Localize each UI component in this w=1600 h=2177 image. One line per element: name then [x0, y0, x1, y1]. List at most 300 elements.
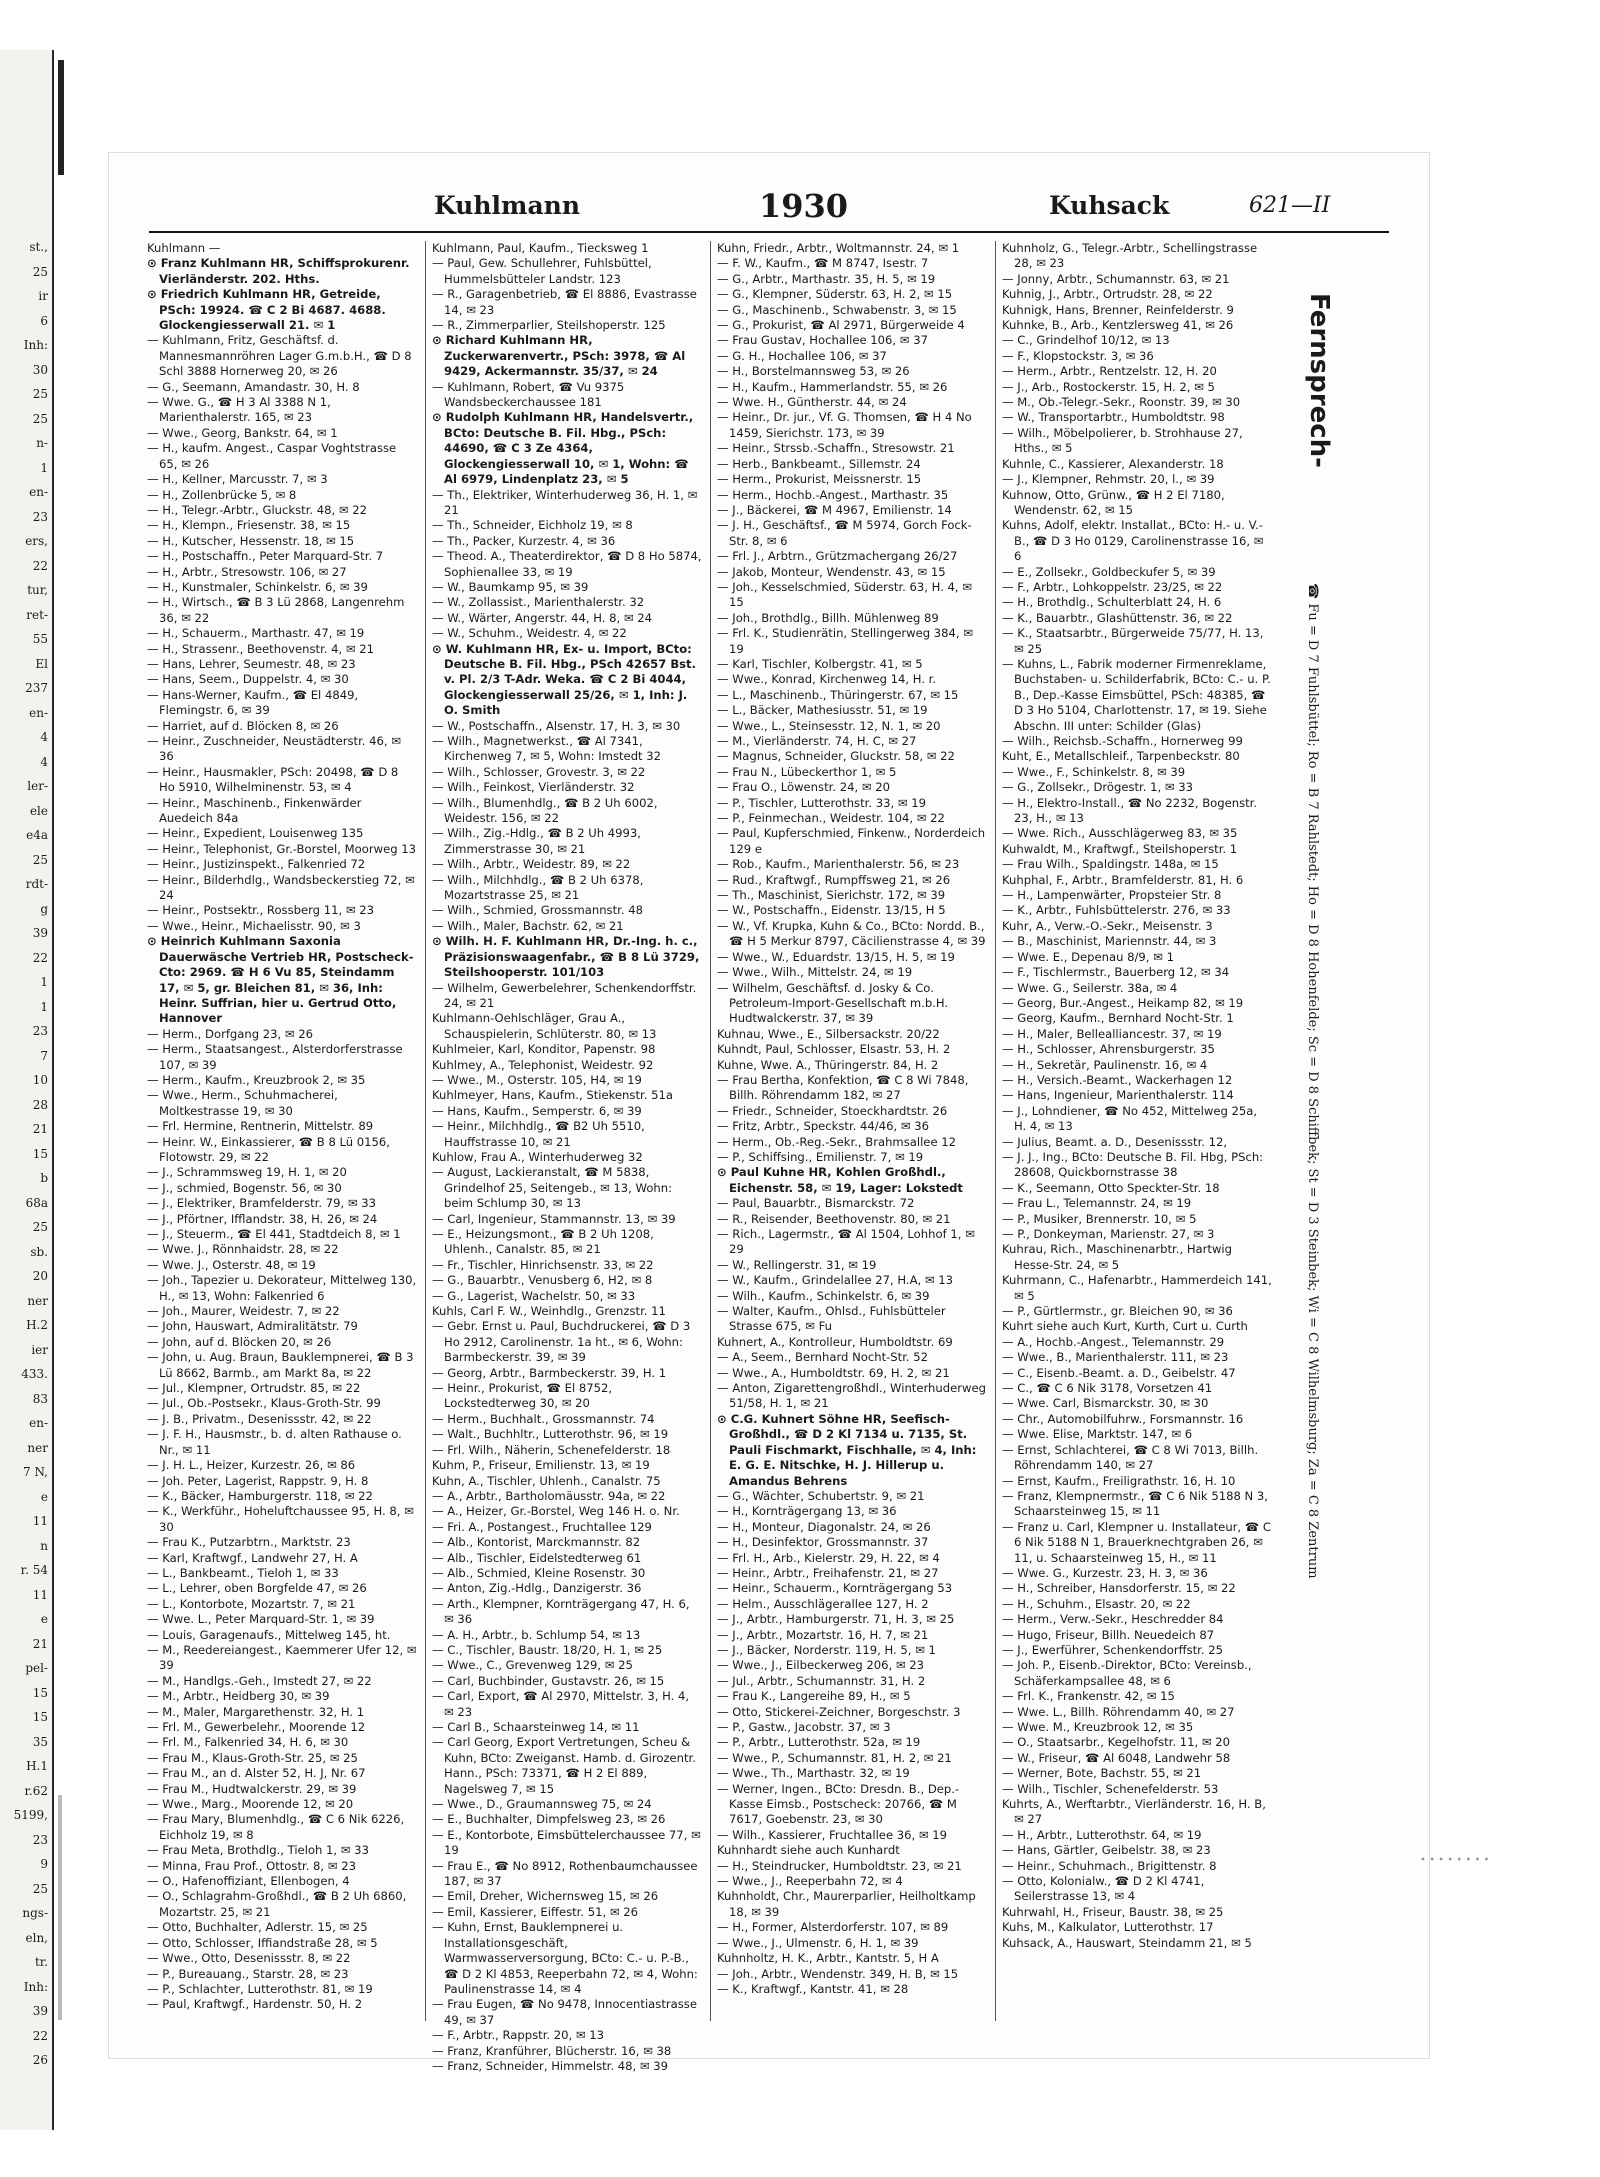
directory-entry: — H., Maler, Bellealliancestr. 37, ✉ 19	[1002, 1026, 1222, 1041]
directory-entry: — Hans, Seem., Duppelstr. 4, ✉ 30	[147, 672, 349, 687]
directory-entry: — Jul., Arbtr., Schumannstr. 31, H. 2	[717, 1673, 926, 1688]
directory-entry: — Wwe. G., ☎ H 3 Al 3388 N 1, Marienthalerstr. 165, ✉ 23	[147, 395, 331, 425]
directory-entry: — H., Telegr.-Arbtr., Gluckstr. 48, ✉ 22	[147, 502, 368, 517]
directory-entry: — O., Schlagrahm-Großhdl., ☎ B 2 Uh 6860, Mozartstr. 25, ✉ 21	[147, 1889, 407, 1919]
directory-entry: — Joh., Tapezier u. Dekorateur, Mittelweg 130, H., ✉ 13, Wohn: Falkenried 6	[147, 1273, 417, 1303]
directory-entry: — Georg, Arbtr., Barmbeckerstr. 39, H. 1	[432, 1365, 667, 1380]
directory-entry: — L., Bankbeamt., Tieloh 1, ✉ 33	[147, 1565, 339, 1580]
binding-fragment: st.,	[29, 240, 48, 254]
directory-entry: — W., Friseur, ☎ Al 6048, Landwehr 58	[1002, 1750, 1231, 1765]
directory-entry: Kuhn, Friedr., Arbtr., Woltmannstr. 24, ✉ 1	[717, 241, 960, 255]
directory-entry: — Rich., Lagermstr., ☎ Al 1504, Lohhof 1, ✉ 29	[717, 1227, 975, 1257]
directory-entry: — Wwe., Wilh., Mittelstr. 24, ✉ 19	[717, 965, 913, 980]
directory-entry: — Kuhns, L., Fabrik moderner Firmenreklame, Buchstaben- u. Schilderfabrik, BCto: C.- u. P. B., Dep.-Kasse Eimsbüttel, PSch: 48385, ☎ D 3 Ho 5104, Charlottenstr. 17, ✉ 19. Siehe Abschn. III unter: Schilder (Glas)	[1002, 656, 1271, 733]
binding-fragment: g	[40, 901, 48, 916]
directory-entry: — J., Bäcker, Norderstr. 119, H. 5, ✉ 1	[717, 1642, 936, 1657]
directory-entry: — G., Zollsekr., Drögestr. 1, ✉ 33	[1002, 780, 1194, 795]
directory-entry: — Walt., Buchhltr., Lutterothstr. 96, ✉ 19	[432, 1427, 669, 1442]
directory-entry: — P., Gürtlermstr., gr. Bleichen 90, ✉ 36	[1002, 1304, 1233, 1319]
directory-entry: — Wilh., Maler, Bachstr. 62, ✉ 21	[432, 918, 624, 933]
directory-entry: — Herm., Hochb.-Angest., Marthastr. 35	[717, 487, 949, 502]
binding-fragment: 9	[40, 1857, 48, 1871]
binding-rule-lower	[58, 1795, 62, 2020]
binding-fragment: 433.	[21, 1367, 48, 1381]
directory-entry: — Otto, Kolonialw., ☎ D 2 Kl 4741, Seilerstrasse 13, ✉ 4	[1002, 1874, 1205, 1904]
binding-rule	[58, 60, 64, 175]
directory-entry: — Georg, Bur.-Angest., Heikamp 82, ✉ 19	[1002, 995, 1244, 1010]
directory-entry: — W., Wärter, Angerstr. 44, H. 8, ✉ 24	[432, 610, 652, 625]
binding-fragment: 11	[32, 1587, 48, 1602]
binding-fragment: pel-	[25, 1661, 48, 1675]
directory-entry: — Friedr., Schneider, Stoeckhardtstr. 26	[717, 1103, 948, 1118]
directory-entry: — O., Hafenoffiziant, Ellenbogen, 4	[147, 1874, 350, 1889]
directory-entry: — Frau Mary, Blumenhdlg., ☎ C 6 Nik 6226, Eichholz 19, ✉ 8	[147, 1812, 405, 1842]
directory-entry: Kuhrts, A., Werftarbtr., Vierländerstr. 16, H. B, ✉ 27	[1002, 1797, 1266, 1827]
directory-entry: Kuhnert, A., Kontrolleur, Humboldtstr. 69	[717, 1334, 953, 1349]
directory-entry: — H., Schuhm., Elsastr. 20, ✉ 22	[1002, 1596, 1191, 1611]
directory-entry: — J., Klempner, Rehmstr. 20, l., ✉ 39	[1002, 472, 1215, 487]
binding-fragment: 83	[32, 1391, 48, 1406]
directory-entry: — Th., Packer, Kurzestr. 4, ✉ 36	[432, 533, 616, 548]
directory-entry: — Herm., Buchhalt., Grossmannstr. 74	[432, 1411, 655, 1426]
directory-entry: — Th., Maschinist, Sierichstr. 172, ✉ 39	[717, 888, 946, 903]
directory-entry: — Wilh., Kaufm., Schinkelstr. 6, ✉ 39	[717, 1288, 930, 1303]
binding-fragment: 7 N,	[23, 1465, 48, 1479]
binding-fragment: e	[40, 1612, 48, 1626]
binding-fragment: 15	[32, 1146, 48, 1161]
binding-fragment: eln,	[25, 1930, 48, 1945]
directory-entry: — P., Musiker, Brennerstr. 10, ✉ 5	[1002, 1211, 1197, 1226]
directory-entry: — Hans-Werner, Kaufm., ☎ El 4849, Flemingstr. 6, ✉ 39	[147, 687, 359, 718]
directory-entry: — Heinr., Schuhmach., Brigittenstr. 8	[1002, 1858, 1217, 1873]
directory-entry: — Frau L., Telemannstr. 24, ✉ 19	[1002, 1196, 1192, 1211]
directory-entry: — F., Arbtr., Lohkoppelstr. 23/25, ✉ 22	[1002, 579, 1223, 594]
directory-entry: — H., Arbtr., Stresowstr. 106, ✉ 27	[147, 564, 347, 579]
directory-entry: — H., Elektro-Install., ☎ No 2232, Bogenstr. 23, H., ✉ 13	[1002, 795, 1258, 826]
directory-entry: — Frau M., Klaus-Groth-Str. 25, ✉ 25	[147, 1750, 358, 1765]
directory-entry: — Emil, Dreher, Wichernsweg 15, ✉ 26	[432, 1889, 659, 1904]
column-1	[147, 241, 417, 2021]
directory-entry: — Frl. J., Arbtrn., Grützmachergang 26/27	[717, 549, 958, 564]
directory-entry: — L., Kontorbote, Mozartstr. 7, ✉ 21	[147, 1596, 356, 1611]
book-binding-left-page	[0, 50, 54, 2130]
directory-entry: — Hans, Lehrer, Seumestr. 48, ✉ 23	[147, 656, 356, 671]
directory-entry: — R., Garagenbetrieb, ☎ El 8886, Evastrasse 14, ✉ 23	[432, 287, 697, 317]
directory-entry: — Wilhelm, Geschäftsf. d. Josky & Co. Petroleum-Import-Gesellschaft m.b.H. Hudtwalckerstr. 37, ✉ 39	[717, 980, 949, 1026]
directory-entry: — G., Maschinenb., Schwabenstr. 3, ✉ 15	[717, 302, 957, 317]
directory-entry: — H., Zollenbrücke 5, ✉ 8	[147, 487, 297, 502]
directory-entry: — Joh., Maurer, Weidestr. 7, ✉ 22	[147, 1304, 340, 1319]
binding-fragment: ir	[38, 289, 48, 303]
directory-entry: — J., Ewerführer, Schenkendorffstr. 25	[1002, 1642, 1223, 1657]
directory-entry: — H., Lampenwärter, Propsteier Str. 8	[1002, 888, 1222, 903]
directory-entry: — K., Staatsarbtr., Bürgerweide 75/77, H. 13, ✉ 25	[1002, 626, 1264, 656]
binding-fragment: en-	[29, 705, 48, 720]
directory-entry: — Th., Elektriker, Winterhuderweg 36, H. 1, ✉ 21	[432, 487, 698, 517]
directory-entry: — H., Monteur, Diagonalstr. 24, ✉ 26	[717, 1519, 931, 1534]
directory-entry: — H., Kutscher, Hessenstr. 18, ✉ 15	[147, 533, 355, 548]
directory-entry: — Frau M., Hudtwalckerstr. 29, ✉ 39	[147, 1781, 357, 1796]
directory-entry: — Frl. K., Studienrätin, Stellingerweg 384, ✉ 19	[717, 626, 973, 656]
directory-entry: — B., Maschinist, Mariennstr. 44, ✉ 3	[1002, 934, 1217, 949]
directory-entry: — Frl. Wilh., Näherin, Schenefelderstr. 18	[432, 1442, 671, 1457]
directory-entry: — Joh., Brothdlg., Billh. Mühlenweg 89	[717, 610, 939, 625]
directory-entry: — Kuhlmann, Robert, ☎ Vu 9375 Wandsbeckerchaussee 181	[432, 379, 625, 410]
directory-entry: — Paul, Bauarbtr., Bismarckstr. 72	[717, 1196, 915, 1211]
directory-entry: Kuhnle, C., Kassierer, Alexanderstr. 18	[1002, 456, 1224, 471]
directory-entry: Kuhnke, B., Arb., Kentzlersweg 41, ✉ 26	[1002, 318, 1234, 333]
directory-entry: — W., Postschaffn., Alsenstr. 17, H. 3, ✉ 30	[432, 718, 681, 733]
directory-entry: ⊙ Heinrich Kuhlmann Saxonia Dauerwäsche Vertrieb HR, Postscheck-Cto: 2969. ☎ H 6 Vu 85, Steindamm 17, ✉ 5, gr. Bleichen 81, ✉ 36, Inh: Heinr. Suffrian, hier u. Gertrud Otto, Hannover	[147, 934, 414, 1026]
directory-entry: — W., Zollassist., Marienthalerstr. 32	[432, 595, 645, 610]
directory-entry: — Fr., Tischler, Hinrichsenstr. 33, ✉ 22	[432, 1257, 654, 1272]
binding-fragment: 23	[32, 1024, 48, 1038]
header-last-name: Kuhsack	[1049, 191, 1170, 220]
binding-fragment: 15	[32, 1685, 48, 1700]
directory-entry: — Wwe. H., Güntherstr. 44, ✉ 24	[717, 395, 907, 410]
directory-entry: — E., Buchhalter, Dimpfelsweg 23, ✉ 26	[432, 1812, 666, 1827]
directory-entry: — Wwe., Otto, Desenissstr. 8, ✉ 22	[147, 1951, 351, 1966]
directory-entry: — Hans, Gärtler, Geibelstr. 38, ✉ 23	[1002, 1843, 1211, 1858]
directory-entry: Kuhphal, F., Arbtr., Bramfelderstr. 81, H. 6	[1002, 872, 1244, 887]
directory-entry: Kuhne, Wwe. A., Thüringerstr. 84, H. 2	[717, 1057, 939, 1072]
directory-entry: — H., Brothdlg., Schulterblatt 24, H. 6	[1002, 595, 1222, 610]
directory-entry: — L., Maschinenb., Thüringerstr. 67, ✉ 15	[717, 687, 959, 702]
directory-entry: — Wilhelm, Gewerbelehrer, Schenkendorffstr. 24, ✉ 21	[432, 980, 697, 1010]
directory-entry: Kuhls, Carl F. W., Weinhdlg., Grenzstr. 11	[432, 1304, 666, 1319]
binding-fragment: 6	[40, 313, 48, 328]
directory-entry: — Frl. Hermine, Rentnerin, Mittelstr. 89	[147, 1119, 374, 1134]
directory-entry: — Wwe., Konrad, Kirchenweg 14, H. r.	[717, 672, 937, 687]
directory-entry: — Wilh., Reichsb.-Schaffn., Hornerweg 99	[1002, 734, 1243, 748]
directory-entry: — H., Versich.-Beamt., Wackerhagen 12	[1002, 1072, 1233, 1087]
directory-entry: — Herm., Kaufm., Kreuzbrook 2, ✉ 35	[147, 1072, 366, 1087]
directory-entry: — Werner, Bote, Bachstr. 55, ✉ 21	[1002, 1766, 1202, 1781]
binding-fragment: 25	[32, 264, 48, 279]
binding-fragment: e4a	[26, 828, 48, 842]
directory-entry: — Wwe., A., Humboldtstr. 69, H. 2, ✉ 21	[717, 1365, 950, 1380]
directory-entry: — H., kaufm. Angest., Caspar Voghtstrasse 65, ✉ 26	[147, 441, 397, 471]
directory-entry: Kuhnhardt siehe auch Kunhardt	[717, 1843, 900, 1858]
binding-fragment: 4	[40, 730, 48, 744]
directory-entry: — Ernst, Kaufm., Freiligrathstr. 16, H. 10	[1002, 1473, 1236, 1488]
directory-entry: — Anton, Zig.-Hdlg., Danzigerstr. 36	[432, 1581, 642, 1596]
directory-entry: — Carl B., Schaarsteinweg 14, ✉ 11	[432, 1720, 640, 1734]
directory-entry: — Wwe. Carl, Bismarckstr. 30, ✉ 30	[1002, 1396, 1209, 1411]
binding-fragment: ier	[31, 1342, 48, 1357]
directory-entry: — P., Arbtr., Lutterothstr. 52a, ✉ 19	[717, 1735, 921, 1750]
directory-entry: Kuhlmey, A., Telephonist, Weidestr. 92	[432, 1057, 654, 1072]
binding-fragment: 25	[32, 411, 48, 426]
directory-entry: — Magnus, Schneider, Gluckstr. 58, ✉ 22	[717, 749, 955, 764]
directory-entry: — Paul, Kupferschmied, Finkenw., Norderdeich 129 e	[717, 826, 986, 856]
directory-entry: — Frau M., an d. Alster 52, H. J, Nr. 67	[147, 1766, 366, 1781]
directory-entry: — Georg, Kaufm., Bernhard Nocht-Str. 1	[1002, 1011, 1234, 1026]
directory-entry: — G., Arbtr., Marthastr. 35, H. 5, ✉ 19	[717, 271, 936, 286]
binding-fragment: 11	[32, 1514, 48, 1528]
directory-entry: — K., Arbtr., Fuhlsbüttelerstr. 276, ✉ 33	[1002, 903, 1231, 918]
directory-entry: — P., Schiffsing., Emilienstr. 7, ✉ 19	[717, 1149, 924, 1164]
binding-fragment: 10	[32, 1073, 48, 1087]
directory-entry: — Heinr. W., Einkassierer, ☎ B 8 Lü 0156, Flotowstr. 29, ✉ 22	[147, 1134, 390, 1164]
directory-entry: — Heinr., Postsektr., Rossberg 11, ✉ 23	[147, 903, 374, 918]
directory-entry: — Wwe., J., Ulmenstr. 6, H. 1, ✉ 39	[717, 1935, 919, 1950]
directory-entry: — Heinr., Bilderhdlg., Wandsbeckerstieg 72, ✉ 24	[147, 872, 415, 903]
binding-fragment: 35	[32, 1734, 48, 1749]
directory-entry: — Wwe., Marg., Moorende 12, ✉ 20	[147, 1797, 354, 1812]
directory-entry: — Joh., Arbtr., Wendenstr. 349, H. B, ✉ 15	[717, 1966, 959, 1981]
directory-entry: — K., Werkführ., Hoheluftchaussee 95, H. 8, ✉ 30	[147, 1504, 414, 1534]
directory-entry: — Wwe., Heinr., Michaelisstr. 90, ✉ 3	[147, 918, 361, 933]
directory-entry: Kuhm, P., Friseur, Emilienstr. 13, ✉ 19	[432, 1458, 650, 1473]
directory-entry: — J. F. H., Hausmstr., b. d. alten Rathause o. Nr., ✉ 11	[147, 1427, 402, 1457]
directory-entry: — Otto, Schlosser, Iffiandstraße 28, ✉ 5	[147, 1935, 378, 1950]
binding-fragment: 39	[32, 2004, 48, 2018]
directory-entry: — Franz, Klempnermstr., ☎ C 6 Nik 5188 N 3, Schaarsteinweg 15, ✉ 11	[1002, 1488, 1268, 1519]
directory-entry: — Alb., Schmied, Kleine Rosenstr. 30	[432, 1565, 646, 1580]
header-page-number: 621—II	[1249, 193, 1331, 218]
directory-entry: — L., Bäcker, Mathesiusstr. 51, ✉ 19	[717, 703, 928, 718]
directory-entry: — Wwe., W., Eduardstr. 13/15, H. 5, ✉ 19	[717, 949, 955, 964]
directory-entry: — H., Klempn., Friesenstr. 38, ✉ 15	[147, 518, 351, 533]
directory-entry: — P., Tischler, Lutterothstr. 33, ✉ 19	[717, 795, 926, 810]
directory-entry: — Frl. H., Arb., Kielerstr. 29, H. 22, ✉ 4	[717, 1550, 940, 1565]
directory-entry: — Joh. P., Eisenb.-Direktor, BCto: Vereinsb., Schäferkampsallee 48, ✉ 6	[1002, 1658, 1252, 1688]
binding-fragment: Inh:	[23, 1979, 48, 1994]
binding-fragment: H.2	[26, 1318, 48, 1332]
directory-entry: — Heinr., Arbtr., Freihafenstr. 21, ✉ 27	[717, 1565, 939, 1580]
directory-entry: — Harriet, auf d. Blöcken 8, ✉ 26	[147, 718, 339, 733]
directory-entry: — H., Kaufm., Hammerlandstr. 55, ✉ 26	[717, 379, 948, 394]
directory-entry: — Herm., Ob.-Reg.-Sekr., Brahmsallee 12	[717, 1134, 957, 1149]
directory-entry: — F., Tischlermstr., Bauerberg 12, ✉ 34	[1002, 965, 1230, 980]
directory-entry: — M., Arbtr., Heidberg 30, ✉ 39	[147, 1689, 330, 1704]
directory-entry: — J., schmied, Bogenstr. 56, ✉ 30	[147, 1180, 342, 1195]
directory-entry: Kuhrau, Rich., Maschinenarbtr., Hartwig Hesse-Str. 24, ✉ 5	[1002, 1242, 1233, 1272]
directory-entry: ⊙ Wilh. H. F. Kuhlmann HR, Dr.-Ing. h. c., Präzisionswaagenfabr., ☎ B 8 Lü 3729, Steilshooperstr. 101/103	[432, 934, 700, 980]
directory-entry: — Heinr., Expedient, Louisenweg 135	[147, 826, 364, 841]
directory-entry: — H., Steindrucker, Humboldtstr. 23, ✉ 21	[717, 1858, 962, 1873]
margin-line: ☎ Fu = D 7 Fuhlsbüttel; Ro = B 7 Rahlstedt; Ho = D 8 Hohenfelde; Sc = D 8 Schiffbek; St = D 3 Steinbek; Wi = C 8 Wilhelmsburg; Za = C 8 Zentrum	[1305, 583, 1320, 1579]
binding-fragment: 1	[40, 460, 48, 475]
binding-fragment: 25	[32, 852, 48, 867]
directory-entry: — Heinr., Maschinenb., Finkenwärder Auedeich 84a	[147, 795, 362, 826]
directory-entry: — R., Reisender, Beethovenstr. 80, ✉ 21	[717, 1211, 951, 1226]
directory-entry: — Wwe. E., Depenau 8/9, ✉ 1	[1002, 949, 1174, 964]
directory-entry: — Wwe., C., Grevenweg 129, ✉ 25	[432, 1658, 633, 1673]
directory-entry: — W., Baumkamp 95, ✉ 39	[432, 579, 589, 594]
directory-entry: — Hans, Ingenieur, Marienthalerstr. 114	[1002, 1088, 1234, 1103]
directory-entry: — M., Ob.-Telegr.-Sekr., Roonstr. 39, ✉ 30	[1002, 395, 1241, 410]
directory-entry: — Frau Eugen, ☎ No 9478, Innocentiastrasse 49, ✉ 37	[432, 1997, 697, 2027]
directory-entry: — Hugo, Friseur, Billh. Neuedeich 87	[1002, 1627, 1215, 1642]
directory-entry: — Jul., Klempner, Ortrudstr. 85, ✉ 22	[147, 1381, 361, 1396]
directory-entry: — Wilh., Schlosser, Grovestr. 3, ✉ 22	[432, 764, 646, 779]
directory-entry: — W., Transportarbtr., Humboldtstr. 98	[1002, 410, 1225, 425]
directory-entry: Kuht, E., Metallschleif., Tarpenbeckstr. 80	[1002, 749, 1240, 764]
directory-entry: — Heinr., Hausmakler, PSch: 20498, ☎ D 8 Ho 5910, Wilhelminenstr. 53, ✉ 4	[147, 764, 399, 795]
directory-entry: — Heinr., Justizinspekt., Falkenried 72	[147, 857, 366, 872]
directory-entry: — Wilh., Möbelpolierer, b. Strohhause 27, Hths., ✉ 5	[1002, 425, 1243, 456]
margin-title: Fernsprech-	[1304, 293, 1334, 468]
directory-entry: — Arth., Klempner, Kornträgergang 47, H. 6, ✉ 36	[432, 1596, 690, 1627]
directory-entry: — Wwe., Georg, Bankstr. 64, ✉ 1	[147, 425, 338, 440]
directory-entry: — Joh. Peter, Lagerist, Rappstr. 9, H. 8	[147, 1473, 369, 1488]
directory-entry: — Minna, Frau Prof., Ottostr. 8, ✉ 23	[147, 1858, 356, 1873]
directory-entry: — Heinr., Telephonist, Gr.-Borstel, Moorweg 13	[147, 841, 417, 856]
directory-entry: — Hans, Kaufm., Semperstr. 6, ✉ 39	[432, 1103, 642, 1118]
directory-entry: — Wwe., M., Osterstr. 105, H4, ✉ 19	[432, 1072, 642, 1087]
binding-fragment: Inh:	[23, 338, 48, 352]
directory-entry: — Wwe., B., Marienthalerstr. 111, ✉ 23	[1002, 1350, 1229, 1365]
directory-entry: — J., Arb., Rostockerstr. 15, H. 2, ✉ 5	[1002, 379, 1215, 394]
directory-entry: Kuhnholtz, H. K., Arbtr., Kantstr. 5, H A	[717, 1951, 939, 1966]
binding-fragment: ner	[27, 1440, 48, 1455]
column-divider	[995, 241, 996, 2021]
directory-entry: — Wilh., Feinkost, Vierländerstr. 32	[432, 780, 635, 795]
binding-fragment: 23	[32, 1832, 48, 1847]
directory-entry: — W., Kaufm., Grindelallee 27, H.A, ✉ 13	[717, 1273, 954, 1288]
binding-fragment: 25	[32, 1881, 48, 1896]
directory-entry: Kuhn, A., Tischler, Uhlenh., Canalstr. 75	[432, 1473, 661, 1488]
binding-fragment: El	[35, 656, 48, 671]
directory-entry: — Carl, Ingenieur, Stammannstr. 13, ✉ 39	[432, 1211, 676, 1226]
binding-fragment: 7	[40, 1048, 48, 1063]
directory-entry: — Wwe. Elise, Marktstr. 147, ✉ 6	[1002, 1427, 1193, 1442]
directory-entry: — Wwe., P., Schumannstr. 81, H. 2, ✉ 21	[717, 1750, 952, 1765]
binding-fragment: ers,	[25, 534, 48, 548]
directory-entry: — Wwe., L., Steinsesstr. 12, N. 1, ✉ 20	[717, 718, 941, 733]
directory-entry: — H., Kunstmaler, Schinkelstr. 6, ✉ 39	[147, 579, 368, 594]
binding-fragment: ler-	[27, 779, 48, 793]
directory-entry: ⊙ C.G. Kuhnert Söhne HR, Seefisch-Großhdl., ☎ D 2 Kl 7134 u. 7135, St. Pauli Fischmarkt, Fischhalle, ✉ 4, Inh: E. G. E. Nitschke, H. J. Hillerup u. Amandus Behrens	[717, 1411, 977, 1488]
directory-entry: — Ernst, Schlachterei, ☎ C 8 Wi 7013, Billh. Röhrendamm 140, ✉ 27	[1002, 1442, 1259, 1473]
binding-fragment: r. 54	[20, 1563, 48, 1577]
directory-entry: — Kuhn, Ernst, Bauklempnerei u. Installationsgeschäft, Warmwasserversorgung, BCto: C.- u. P.-B., ☎ D 2 Kl 4853, Reeperbahn 72, ✉ 4, Wohn: Paulinenstrasse 14, ✉ 4	[432, 1920, 698, 1996]
binding-fragment: en-	[29, 485, 48, 499]
directory-entry: — J., Pförtner, Ifflandstr. 38, H. 26, ✉ 24	[147, 1211, 378, 1226]
directory-entry: — Werner, Ingen., BCto: Dresdn. B., Dep.-Kasse Eimsb., Postscheck: 20766, ☎ M 7617, Goebenstr. 23, ✉ 30	[717, 1781, 960, 1827]
binding-fragment: en-	[29, 1416, 48, 1430]
directory-entry: — Herm., Verw.-Sekr., Heschredder 84	[1002, 1612, 1224, 1627]
directory-entry: — O., Staatsarbr., Kegelhofstr. 11, ✉ 20	[1002, 1735, 1231, 1750]
directory-entry: — Wwe. J., Rönnhaidstr. 28, ✉ 22	[147, 1242, 339, 1257]
directory-entry: — Wilh., Arbtr., Weidestr. 89, ✉ 22	[432, 857, 631, 872]
binding-fragment: 21	[32, 1122, 48, 1136]
binding-fragment: 4	[40, 754, 48, 769]
directory-entry: — Wwe., Herm., Schuhmacherei, Moltkestrasse 19, ✉ 30	[147, 1088, 338, 1118]
binding-fragment: 25	[32, 387, 48, 401]
directory-entry: — J., Lohndiener, ☎ No 452, Mittelweg 25a, H. 4, ✉ 13	[1002, 1103, 1258, 1134]
directory-entry: ⊙ Rudolph Kuhlmann HR, Handelsvertr., BCto: Deutsche B. Fil. Hbg., PSch: 44690, ☎ C 3 Ze 4364, Glockengiesserwall 10, ✉ 1, Wohn: ☎ Al 6979, Lindenplatz 23, ✉ 5	[432, 410, 694, 487]
page-header	[109, 187, 1429, 231]
directory-entry: — Julius, Beamt. a. D., Desenissstr. 12,	[1002, 1134, 1228, 1149]
binding-fragment: 22	[32, 950, 48, 965]
directory-entry: Kuhnholz, G., Telegr.-Arbtr., Schellingstrasse 28, ✉ 23	[1002, 241, 1258, 271]
directory-entry: — Frau O., Löwenstr. 24, ✉ 20	[717, 780, 890, 795]
directory-entry: — J. H. L., Heizer, Kurzestr. 26, ✉ 86	[147, 1458, 356, 1473]
directory-entry: — G., Wächter, Schubertstr. 9, ✉ 21	[717, 1488, 925, 1503]
directory-entry: — Herm., Prokurist, Meissnerstr. 15	[717, 472, 922, 487]
directory-entry: — Wwe. L., Billh. Röhrendamm 40, ✉ 27	[1002, 1704, 1235, 1719]
directory-entry: — John, u. Aug. Braun, Bauklempnerei, ☎ B 3 Lü 8662, Barmb., am Markt 8a, ✉ 22	[147, 1350, 414, 1380]
directory-entry: — Louis, Garagenaufs., Mittelweg 145, ht.	[147, 1627, 391, 1642]
directory-entry: — Wwe., J., Eilbeckerweg 206, ✉ 23	[717, 1658, 925, 1673]
directory-entry: Kuhnow, Otto, Grünw., ☎ H 2 El 7180, Wendenstr. 62, ✉ 15	[1002, 487, 1225, 517]
directory-entry: — Joh., Kesselschmied, Süderstr. 63, H. 4, ✉ 15	[717, 579, 973, 610]
directory-entry: — Frau K., Langereihe 89, H., ✉ 5	[717, 1689, 911, 1704]
directory-entry: — M., Maler, Margarethenstr. 32, H. 1	[147, 1704, 365, 1719]
binding-fragment: 22	[32, 558, 48, 573]
directory-entry: — Alb., Tischler, Eidelstedterweg 61	[432, 1550, 642, 1565]
directory-entry: — Wilh., Tischler, Schenefelderstr. 53	[1002, 1781, 1219, 1796]
directory-entry: — G., Klempner, Süderstr. 63, H. 2, ✉ 15	[717, 287, 953, 302]
directory-entry: — K., Bäcker, Hamburgerstr. 118, ✉ 22	[147, 1488, 373, 1503]
binding-fragment: 28	[32, 1097, 48, 1112]
column-4	[1002, 241, 1272, 1950]
directory-entry: — M., Reedereiangest., Kaemmerer Ufer 12, ✉ 39	[147, 1642, 417, 1673]
directory-entry: — W., Rellingerstr. 31, ✉ 19	[717, 1257, 877, 1272]
binding-fragment: e	[40, 1489, 48, 1504]
binding-fragment: sb.	[30, 1244, 48, 1259]
binding-fragment: 15	[32, 1710, 48, 1724]
directory-entry: — Paul, Kraftwgf., Hardenstr. 50, H. 2	[147, 1997, 363, 2012]
directory-page	[108, 152, 1430, 2073]
directory-entry: ⊙ Friedrich Kuhlmann HR, Getreide, PSch: 19924. ☎ C 2 Bi 4687. 4688. Glockengiesserwall 21. ✉ 1	[147, 287, 386, 333]
directory-entry: — Jakob, Monteur, Wendenstr. 43, ✉ 15	[717, 564, 946, 579]
directory-entry: — Heinr., Dr. jur., Vf. G. Thomsen, ☎ H 4 No 1459, Sierichstr. 173, ✉ 39	[717, 410, 972, 440]
directory-entry: — P., Bureauang., Starstr. 28, ✉ 23	[147, 1966, 349, 1981]
directory-entry: — J. B., Privatm., Desenissstr. 42, ✉ 22	[147, 1411, 372, 1426]
directory-entry: — Emil, Kassierer, Eiffestr. 51, ✉ 26	[432, 1904, 639, 1919]
directory-entry: — C., Tischler, Baustr. 18/20, H. 1, ✉ 25	[432, 1642, 663, 1657]
directory-entry: — J. J., Ing., BCto: Deutsche B. Fil. Hbg, PSch: 28608, Quickbornstrasse 38	[1002, 1149, 1264, 1180]
directory-entry: — H., Sekretär, Paulinenstr. 16, ✉ 4	[1002, 1057, 1208, 1072]
directory-entry: — H., Kellner, Marcusstr. 7, ✉ 3	[147, 472, 328, 487]
binding-fragment: 23	[32, 509, 48, 524]
directory-entry: — J., Arbtr., Hamburgerstr. 71, H. 3, ✉ 25	[717, 1612, 955, 1627]
directory-entry: ⊙ W. Kuhlmann HR, Ex- u. Import, BCto: Deutsche B. Fil. Hbg., PSch 42657 Bst. v. Pl. 2/3 T-Adr. Weka. ☎ C 2 Bi 4044, Glockengiesserwall 25/26, ✉ 1, Inh: J. O. Smith	[432, 641, 697, 718]
directory-entry: — J., Schrammsweg 19, H. 1, ✉ 20	[147, 1165, 347, 1180]
directory-entry: — K., Kraftwgf., Kantstr. 41, ✉ 28	[717, 1981, 909, 1996]
directory-entry: — Wwe. J., Osterstr. 48, ✉ 19	[147, 1257, 316, 1272]
directory-entry: — W., Postschaffn., Eidenstr. 13/15, H 5	[717, 903, 946, 918]
directory-entry: — Heinr., Strssb.-Schaffn., Stresowstr. 21	[717, 441, 955, 456]
directory-entry: Kuhlmann —	[147, 241, 221, 255]
directory-entry: — Rud., Kraftwgf., Rumpffsweg 21, ✉ 26	[717, 872, 951, 887]
binding-fragment: 237	[25, 681, 48, 695]
directory-entry: — A., Hochb.-Angest., Telemannstr. 29	[1002, 1334, 1225, 1349]
directory-entry: — F. W., Kaufm., ☎ M 8747, Isestr. 7	[717, 256, 929, 271]
header-rule	[149, 231, 1389, 233]
directory-entry: — Wwe. L., Peter Marquard-Str. 1, ✉ 39	[147, 1612, 375, 1627]
directory-entry: — Carl, Buchbinder, Gustavstr. 26, ✉ 15	[432, 1673, 665, 1688]
directory-entry: — E., Heizungsmont., ☎ B 2 Uh 1208, Uhlenh., Canalstr. 85, ✉ 21	[432, 1227, 654, 1257]
column-divider	[425, 241, 426, 2021]
binding-fragment: 25	[32, 1220, 48, 1234]
header-year: 1930	[759, 187, 849, 225]
directory-entry: Kuhrmann, C., Hafenarbtr., Hammerdeich 141, ✉ 5	[1002, 1273, 1272, 1303]
binding-fragment: 1	[40, 975, 48, 989]
directory-entry: — Herm., Dorfgang 23, ✉ 26	[147, 1026, 314, 1041]
directory-entry: — Wilh., Milchhdlg., ☎ B 2 Uh 6378, Mozartstrasse 25, ✉ 21	[432, 872, 644, 903]
directory-entry: — P., Schlachter, Lutterothstr. 81, ✉ 19	[147, 1981, 373, 1996]
directory-entry: — Paul, Gew. Schullehrer, Fuhlsbüttel, Hummelsbütteler Landstr. 123	[432, 256, 652, 286]
directory-entry: — Heinr., Schauerm., Kornträgergang 53	[717, 1581, 953, 1596]
directory-entry: — A., Arbtr., Bartholomäusstr. 94a, ✉ 22	[432, 1488, 666, 1503]
directory-entry: — Franz, Kranführer, Blücherstr. 16, ✉ 38	[432, 2043, 672, 2058]
directory-entry: — M., Vierländerstr. 74, H. C, ✉ 27	[717, 734, 917, 748]
